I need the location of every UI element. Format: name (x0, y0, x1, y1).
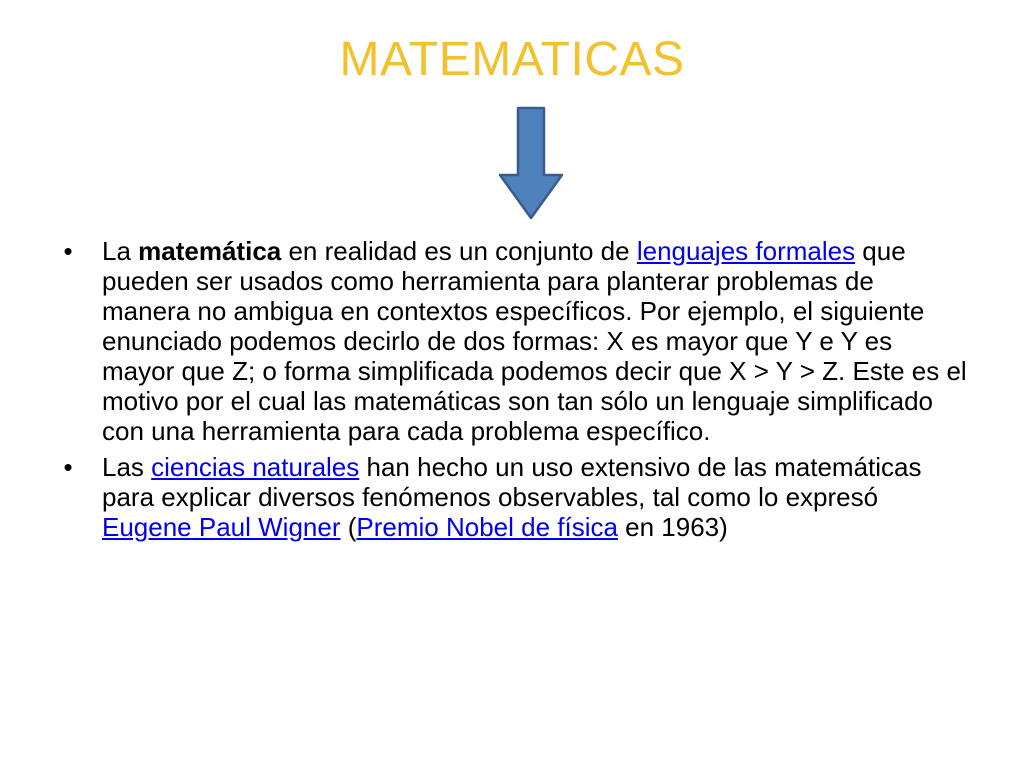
link-lenguajes-formales[interactable]: lenguajes formales (636, 236, 856, 266)
link-eugene-paul-wigner[interactable]: Eugene Paul Wigner (102, 512, 341, 542)
bullet-2-text: en 1963) (617, 512, 728, 542)
bullet-item-2 (58, 452, 968, 542)
bullet-2-text: ( (340, 512, 357, 542)
down-arrow-icon (496, 105, 566, 221)
bullet-1-text: La (102, 236, 139, 266)
bullet-icon: • (63, 236, 73, 266)
bullet-1-text: que pueden ser usados como herramienta para planterar problemas de manera no ambigua en contextos específicos. Por ejemplo, el siguiente enunciado podemos decirlo de dos formas: X es mayor que Y e Y es mayor que Z; o forma simplificada podemos decir que X > Y > Z. Este es el motivo por el cual las matemáticas son tan sólo un lenguaje simplificado con una herramienta para cada problema específico. (102, 236, 967, 446)
bullet-item-1 (58, 236, 968, 446)
slide-title: MATEMATICAS (339, 33, 685, 86)
bullet-2-text: han hecho un uso extensivo de las matemáticas para explicar diversos fenómenos observables, tal como lo expresó (102, 452, 922, 512)
bullet-list (58, 236, 968, 548)
bullet-icon: • (63, 452, 73, 482)
arrow-shape (500, 108, 562, 218)
bullet-1-text: en realidad es un conjunto de (281, 236, 637, 266)
bullet-1-bold-term: matemática (138, 236, 282, 266)
link-premio-nobel-de-fisica[interactable]: Premio Nobel de física (356, 512, 618, 542)
bullet-2-text: Las (102, 452, 152, 482)
link-ciencias-naturales[interactable]: ciencias naturales (151, 452, 360, 482)
